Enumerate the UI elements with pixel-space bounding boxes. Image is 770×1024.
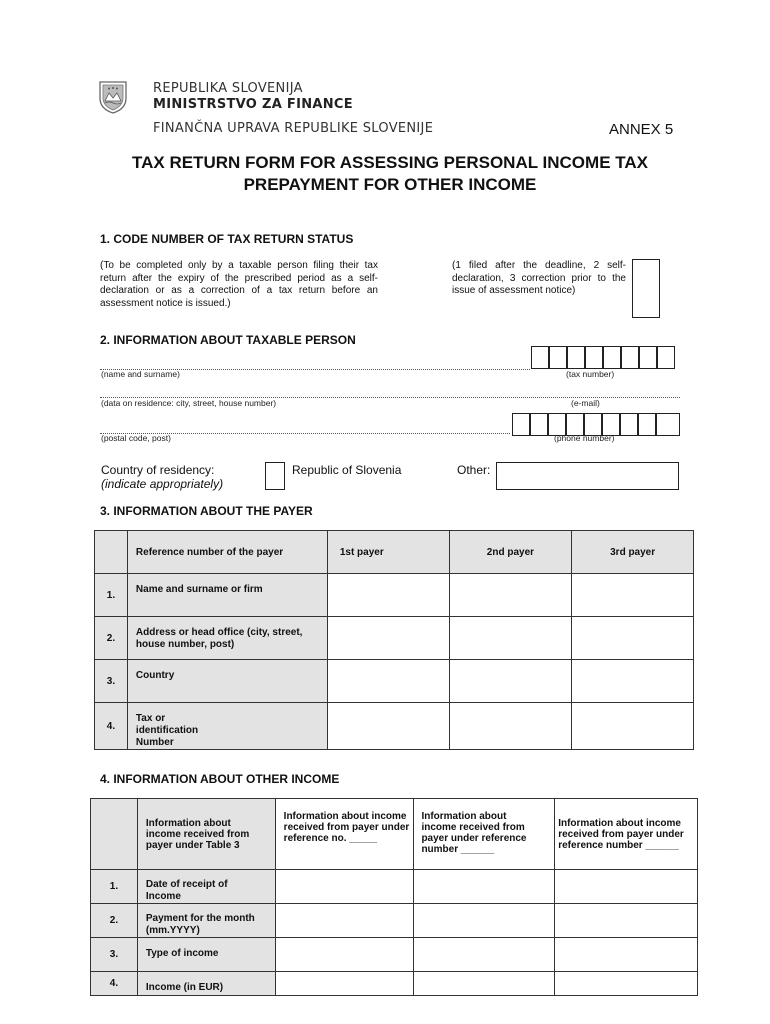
income-table-header-2: Information about income received from payer under reference number ______ (414, 799, 555, 870)
postal-label: (postal code, post) (101, 433, 171, 443)
payer2-country-cell[interactable] (449, 660, 572, 703)
income-ref1-type-cell[interactable] (275, 938, 414, 972)
country-label: Country of residency: (101, 463, 215, 477)
slovenia-checkbox[interactable] (265, 462, 285, 490)
other-label: Other: (457, 463, 491, 477)
income-ref2-month-cell[interactable] (414, 904, 555, 938)
payer-table-header-3: 3rd payer (572, 531, 694, 574)
section-1-heading: 1. CODE NUMBER OF TAX RETURN STATUS (100, 232, 354, 246)
phone-label: (phone number) (554, 433, 615, 443)
payer-table-header-2: 2nd payer (449, 531, 572, 574)
income-ref2-date-cell[interactable] (414, 870, 555, 904)
payer3-address-cell[interactable] (572, 617, 694, 660)
table-row: 1. Name and surname or firm (95, 574, 694, 617)
payer-table-header-ref: Reference number of the payer (127, 531, 327, 574)
other-country-input[interactable] (496, 462, 679, 490)
annex-label: ANNEX 5 (609, 121, 674, 138)
email-label: (e-mail) (571, 398, 600, 408)
income-ref3-date-cell[interactable] (555, 870, 698, 904)
payer3-name-cell[interactable] (572, 574, 694, 617)
header-republic: REPUBLIKA SLOVENIJA (153, 81, 303, 96)
table-row: 3. Country (95, 660, 694, 703)
payer3-taxid-cell[interactable] (572, 703, 694, 750)
table-row: 4. Tax or identification Number (95, 703, 694, 750)
payer3-country-cell[interactable] (572, 660, 694, 703)
income-ref3-month-cell[interactable] (555, 904, 698, 938)
income-table-header-3: Information about income received from payer under reference number ______ (555, 799, 698, 870)
residence-label: (data on residence: city, street, house number) (101, 398, 277, 408)
income-table-header-1: Information about income received from payer under reference no. _____ (275, 799, 414, 870)
income-ref1-amount-cell[interactable] (275, 972, 414, 996)
income-ref3-type-cell[interactable] (555, 938, 698, 972)
income-ref3-amount-cell[interactable] (555, 972, 698, 996)
table-row: 3. Type of income (91, 938, 698, 972)
table-row: 2. Address or head office (city, street, house number, post) (95, 617, 694, 660)
title-line-2: PREPAYMENT FOR OTHER INCOME (243, 175, 537, 194)
income-table (90, 798, 698, 996)
table-row: 2. Payment for the month (mm.YYYY) (91, 904, 698, 938)
payer1-taxid-cell[interactable] (327, 703, 449, 750)
country-hint: (indicate appropriately) (101, 477, 224, 491)
tax-number-label: (tax number) (566, 369, 615, 379)
table-row: 4. Income (in EUR) (91, 972, 698, 996)
section-1-instructions: (To be completed only by a taxable person filing their tax return after the expiry of the prescribed period as a self-declaration or as a correction of a tax return before an assessment notice is issued.) (100, 260, 378, 309)
coat-of-arms-icon (98, 80, 128, 114)
table-row: 1. Date of receipt of Income (91, 870, 698, 904)
income-table-header-0: Information about income received from payer under Table 3 (137, 799, 275, 870)
payer-table (94, 530, 694, 750)
payer1-name-cell[interactable] (327, 574, 449, 617)
income-ref1-month-cell[interactable] (275, 904, 414, 938)
section-3-heading: 3. INFORMATION ABOUT THE PAYER (100, 504, 313, 518)
payer1-address-cell[interactable] (327, 617, 449, 660)
header-fursi: FINANČNA UPRAVA REPUBLIKE SLOVENIJE (153, 121, 434, 136)
payer2-address-cell[interactable] (449, 617, 572, 660)
section-4-heading: 4. INFORMATION ABOUT OTHER INCOME (100, 772, 340, 786)
payer-table-header-1: 1st payer (327, 531, 449, 574)
payer2-name-cell[interactable] (449, 574, 572, 617)
payer1-country-cell[interactable] (327, 660, 449, 703)
section-2-heading: 2. INFORMATION ABOUT TAXABLE PERSON (100, 333, 356, 347)
payer2-taxid-cell[interactable] (449, 703, 572, 750)
status-code-field[interactable] (632, 259, 660, 318)
header-ministry: MINISTRSTVO ZA FINANCE (153, 97, 353, 112)
income-ref1-date-cell[interactable] (275, 870, 414, 904)
tax-number-field[interactable] (531, 346, 679, 369)
income-ref2-amount-cell[interactable] (414, 972, 555, 996)
name-label: (name and surname) (101, 369, 180, 379)
form-title (60, 152, 720, 196)
slovenia-label: Republic of Slovenia (292, 463, 402, 477)
section-1-codes: (1 filed after the deadline, 2 self-declaration, 3 correction prior to the issue of assessment notice) (452, 260, 626, 296)
income-ref2-type-cell[interactable] (414, 938, 555, 972)
title-line-1: TAX RETURN FORM FOR ASSESSING PERSONAL INCOME TAX (131, 153, 648, 172)
